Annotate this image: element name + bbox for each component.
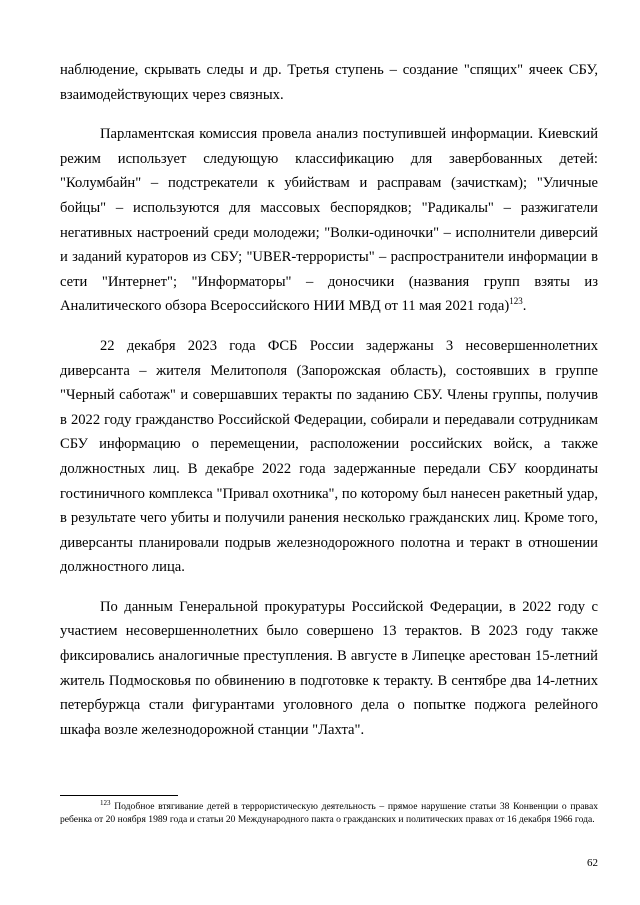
paragraph-fsb-arrest: 22 декабря 2023 года ФСБ России задержаны 3 несовершеннолетних диверсанта – жителя Мелитополя (Запорожская область), состоявших в группе "Черный саботаж" и совершавших теракты по заданию СБУ. Члены группы, получив в 2022 году гражданство Российской Федерации, собирали и передавали сотрудникам СБУ информацию о перемещении, расположении российских войск, а также должностных лиц. В декабре 2022 года задержанные передали СБУ координаты гостиничного комплекса "Привал охотника", по которому был нанесен ракетный удар, в результате чего убиты и получили ранения несколько гражданских лиц. Кроме того, диверсанты планировали подрыв железнодорожного полотна и теракт в отношении должностного лица. xyxy=(60,337,598,576)
footnote-paragraph xyxy=(60,800,598,827)
footnote-text: Подобное втягивание детей в террористическую деятельность – прямое нарушение статьи 38 Конвенции о правах ребенка от 20 ноября 1989 года и статьи 20 Международного пакта о гражданских и политических правах от 16 декабря 1966 года. xyxy=(60,801,599,826)
body-text xyxy=(60,58,598,757)
paragraph-prosecutor-data: По данным Генеральной прокуратуры Российской Федерации, в 2022 году с участием несовершеннолетних было совершено 13 терактов. В 2023 году также фиксировались аналогичные преступления. В августе в Липецке арестован 15-летний житель Подмосковья по обвинению в подготовке к теракту. В сентябре два 14-летних петербуржца стали фигурантами уголовного дела о попытке поджога релейного шкафа возле железнодорожной станции "Лахта". xyxy=(60,598,598,738)
footnote-reference: 123 xyxy=(509,296,523,307)
paragraph-commission xyxy=(60,122,598,319)
paragraph-commission-text: Парламентская комиссия провела анализ поступившей информации. Киевский режим использует следующую классификацию для завербованных детей: "Колумбайн" – подстрекатели к убийствам и расправам (зачисткам); "Уличные бойцы" – используются для массовых беспорядков; "Радикалы" – разжигатели негативных настроений среди молодежи; "Волки-одиночки" – исполнители диверсий и заданий кураторов из СБУ; "UBER-террористы" – распространители информации в сети "Интернет"; "Информаторы" – доносчики (названия групп взяты из Аналитического обзора Всероссийского НИИ МВД от 11 мая 2021 года) xyxy=(60,126,598,315)
page-number: 62 xyxy=(587,857,598,869)
footnote-separator xyxy=(60,795,178,796)
footnote-number: 123 xyxy=(100,798,111,807)
footnote xyxy=(60,800,598,827)
paragraph-commission-end: . xyxy=(522,298,527,315)
paragraph-continued: наблюдение, скрывать следы и др. Третья ступень – создание "спящих" ячеек СБУ, взаимодействующих через связных. xyxy=(60,62,598,103)
